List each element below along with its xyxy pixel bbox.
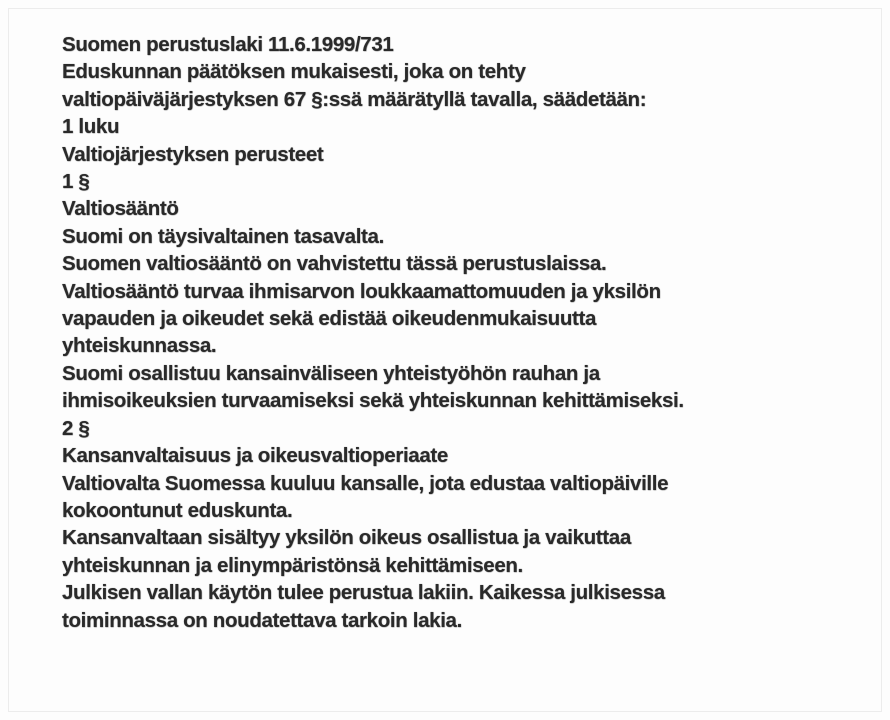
- paragraph-line: Valtiosääntö turvaa ihmisarvon loukkaamattomuuden ja yksilön: [62, 279, 661, 303]
- paragraph-line: Kansanvaltaan sisältyy yksilön oikeus osallistua ja vaikuttaa: [62, 526, 631, 550]
- section-number: 2 §: [62, 416, 90, 440]
- document-title: Suomen perustuslaki 11.6.1999/731: [62, 33, 394, 56]
- paragraph-line: yhteiskunnassa.: [62, 334, 217, 358]
- chapter-number: 1 luku: [62, 115, 120, 139]
- paragraph-line: yhteiskunnan ja elinympäristönsä kehittämiseen.: [62, 553, 523, 577]
- section-number: 1 §: [62, 170, 90, 194]
- paragraph-line: Valtiovalta Suomessa kuuluu kansalle, jota edustaa valtiopäiville: [62, 471, 669, 495]
- paragraph-line: vapauden ja oikeudet sekä edistää oikeudenmukaisuutta: [62, 307, 596, 331]
- law-text-block: [62, 31, 852, 634]
- paragraph-line: ihmisoikeuksien turvaamiseksi sekä yhteiskunnan kehittämiseksi.: [62, 389, 684, 413]
- enactment-clause-line: Eduskunnan päätöksen mukaisesti, joka on tehty: [62, 60, 526, 84]
- paragraph-line: Julkisen vallan käytön tulee perustua lakiin. Kaikessa julkisessa: [62, 581, 665, 605]
- paragraph-line: Suomen valtiosääntö on vahvistettu tässä perustuslaissa.: [62, 252, 607, 276]
- section-title: Kansanvaltaisuus ja oikeusvaltioperiaate: [62, 444, 448, 468]
- paragraph-line: Suomi on täysivaltainen tasavalta.: [62, 224, 384, 248]
- paragraph-line: Suomi osallistuu kansainväliseen yhteistyöhön rauhan ja: [62, 361, 600, 385]
- enactment-clause-line: valtiopäiväjärjestyksen 67 §:ssä määrätyllä tavalla, säädetään:: [62, 87, 647, 111]
- section-title: Valtiosääntö: [62, 197, 179, 221]
- chapter-title: Valtiojärjestyksen perusteet: [62, 142, 324, 166]
- paragraph-line: toiminnassa on noudatettava tarkoin lakia.: [62, 608, 462, 632]
- paragraph-line: kokoontunut eduskunta.: [62, 498, 293, 522]
